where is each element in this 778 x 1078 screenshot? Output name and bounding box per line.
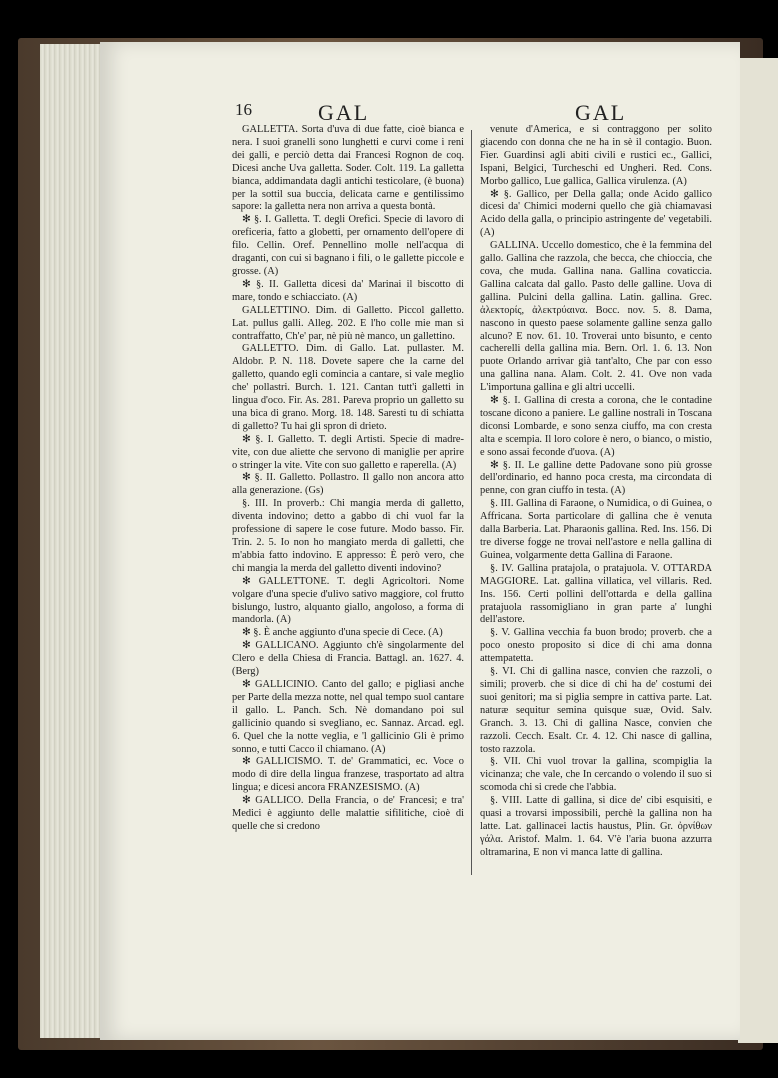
dictionary-entry: ✻ §. È anche aggiunto d'una specie di Cece. (A): [242, 627, 443, 639]
dictionary-entry: ✻ §. Gallico, per Della galla; onde Acido gallico dicesi da' Chimici moderni quello che già chiamavasi Acido della galla, o principio astringente de' vegetabili. (A): [480, 188, 712, 239]
dictionary-entry: ✻ GALLICO. Della Francia, o de' Francesi; e tra' Medici è aggiunto delle malattie sifilitiche, cioè di quelle che si credono: [232, 795, 464, 832]
column-rule: [471, 130, 472, 875]
dictionary-entry: §. IV. Gallina pratajola, o pratajuola. V. OTTARDA MAGGIORE. Lat. gallina villatica, vel villaris. Red. Ins. 156. Certi pollini dell'ottarda e della gallina pratajuola rassomigliano in gran parte a' lunghi dell'astore.: [480, 562, 712, 626]
page-number: 16: [235, 100, 252, 119]
dictionary-entry: §. III. Gallina di Faraone, o Numidica, o di Guinea, o Affricana. Sorta particolare di gallina che è venuta dalla Barberia. Lat. Pharaonis gallina. Red. Ins. 156. Di tre diverse fogge ne trovai nell'astore e nella gallina di Guinea, volgarmente detta Gallina di Faraone.: [480, 498, 712, 561]
running-header-left: GAL: [318, 100, 370, 125]
dictionary-entry: ✻ GALLICISMO. T. de' Grammatici, ec. Voce o modo di dire della lingua franzese, trasportato ad altra lingua; e dicesi ancora FRANZESISMO. (A): [232, 756, 464, 794]
dictionary-entry: GALLETTINO. Dim. di Galletto. Piccol galletto. Lat. pullus galli. Alleg. 202. E l'ho colle mie man sì contraffatto, Ch'e' par, nè più nè manco, un gallettino.: [232, 304, 464, 342]
dictionary-entry: ✻ GALLICANO. Aggiunto ch'è singolarmente del Clero e della Chiesa di Francia. Battagl. an. 1627. 4. (Berg): [232, 640, 464, 678]
left-column: [232, 124, 464, 834]
running-header-right: GAL: [575, 100, 627, 125]
dictionary-entry: §. V. Gallina vecchia fa buon brodo; proverb. che a poco onesto proposito si dice di chi ama donna attempatetta.: [480, 627, 712, 665]
dictionary-entry: ✻ GALLETTONE. T. degli Agricoltori. Nome volgare d'una specie d'ulivo sativo maggiore, col frutto bislungo, lustro, alquanto giallo, angoloso, a forma di mandorla. (A): [232, 575, 464, 626]
dictionary-entry: GALLETTO. Dim. di Gallo. Lat. pullaster. M. Aldobr. P. N. 118. Dovete sapere che la carne del galletto, quando egli comincia a cantare, si vale meglio che' pollastri. Burch. 1. 121. Cantan tutt'i galletti in lingua d'oco. Fir. As. 281. Pareva proprio un galletto su una bica di grano. Morg. 18. 148. Saresti tu di schiatta di galletto? Tu hai gli spron di drieto.: [232, 343, 464, 432]
dictionary-entry: ✻ §. I. Galletto. T. degli Artisti. Specie di madre-vite, con due aliette che servono di maniglie per aprire o stringer la vite. Vite con suo galletto e raperella. (A): [232, 433, 464, 471]
facing-page-edge: [738, 58, 778, 1043]
dictionary-entry: §. III. In proverb.: Chi mangia merda di galletto, diventa indovino; detto a gabbo di chi vuol far la professione di sapere le cose future. Modo basso. Fir. Trin. 2. 5. Io non ho mangiato merda di galletti, che m'abbia fatto indovino. E appresso: È però vero, che chi mangia la merda del galletto diventi indovino?: [232, 498, 464, 574]
dictionary-entry: ✻ §. I. Galletta. T. degli Orefici. Specie di lavoro di oreficeria, fatto a globetti, per ornamento dell'opere di filo. Cellin. Oref. Pennellino molle nell'acqua di draganti, con cui si bagnano i fili, o le gallette piccole e grosse. (A): [232, 214, 464, 277]
dictionary-entry: GALLETTA. Sorta d'uva di due fatte, cioè bianca e nera. I suoi granelli sono lunghetti e curvi come i reni dei galli, e perciò detta dai Francesi Rognon de coq. Dicesi anche Uva galletta. Soder. Colt. 119. La galletta bianca, addimandata dagli antichi testicolare, (è buona) per la sottil sua buccia, delicata carne e gentilissimo sapore: la galletta nera non arriva a questa bontà.: [232, 124, 464, 213]
page-edges: [40, 44, 106, 1038]
dictionary-entry: ✻ §. I. Gallina di cresta a corona, che le contadine toscane dicono a paniere. Le galline nostrali in Toscana diconsi Lombarde, e sono senza ciuffo, ma con cresta alta e scempia. Il loro colore è nero, o bianco, o mistio, e sono assai feconde d'uova. (A): [480, 395, 712, 458]
dictionary-entry: ✻ §. II. Galletta dicesi da' Marinai il biscotto di mare, tondo e schiacciato. (A): [232, 278, 464, 303]
dictionary-entry: GALLINA. Uccello domestico, che è la femmina del gallo. Gallina che razzola, che becca, che chioccia, che cova, che muda. Gallina nana. Gallina covaticcia. Gallina calcata dal gallo. Pasto delle galline. Uova di gallina. Pulcini della gallina. Latin. gallina. Grec. ἀλεκτορίς, ἀλεκτρύαινα. Bocc. nov. 5. 8. Dama, nascono in questo paese solamente galline senza gallo alcuno? E nov. 61. 10. Troverai unto bisunto, e cento cacherelli della gallina mia. Bern. Orl. 1. 6. 13. Non puote Orlando arrivar già tant'alto, Che par con esso una gallina nana. Alam. Colt. 2. 41. Ove non vada L'importuna gallina e gli altri uccelli.: [480, 240, 712, 394]
dictionary-entry: ✻ §. II. Galletto. Pollastro. Il gallo non ancora atto alla generazione. (Gs): [232, 472, 464, 497]
right-column: [480, 124, 712, 860]
dictionary-entry: ✻ GALLICINIO. Canto del gallo; e pigliasi anche per Parte della mezza notte, nel qual tempo suol cantare il gallo. L. Panch. Sch. Nè domandano poi sul gallicinio quando si svegliano, ec. Sannaz. Arcad. egl. 6. Quel che la notte veglia, e 'l gallicinio Gli è primo sonno, e tutti Cacco il chiamano. (A): [232, 678, 464, 755]
dictionary-entry: §. VI. Chi di gallina nasce, convien che razzoli, o simili; proverb. che si dice di chi ha de' costumi dei suoi genitori; ma si piglia sempre in cattiva parte. Lat. naturæ sequitur semina quisque suæ, Ovid. Salv. Granch. 3. 13. Chi di gallina Nasce, convien che razzoli. Cecch. Esalt. Cr. 4. 12. Chi nasce di gallina, tosto razzola.: [480, 666, 712, 755]
dictionary-entry: venute d'America, e si contraggono per solito giacendo con donna che ne ha in sè il contagio. Buon. Fier. Guardinsi agli abiti civili e rustici ec., Gallici, Ispani, Belgici, Turcheschi ed Ungheri. Red. Cons. Morbo gallico, Lue gallica, Gallica virulenza. (A): [480, 124, 712, 187]
dictionary-entry: ✻ §. II. Le galline dette Padovane sono più grosse dell'ordinario, ed hanno poca cresta, ma circondata di penne, con gran ciuffo in testa. (A): [480, 459, 712, 497]
dictionary-entry: §. VIII. Latte di gallina, si dice de' cibi esquisiti, e quasi a trovarsi impossibili, perchè la gallina non ha latte. Lat. gallinacei lactis haustus, Plin. Gr. ὀρνίθων γάλα. Aristof. Malm. 1. 64. V'è l'aria buona azzurra oltramarina, E non vi manca latte di gallina.: [480, 795, 712, 858]
dictionary-entry: §. VII. Chi vuol trovar la gallina, scompiglia la vicinanza; che vale, che In cercando o volendo il suo si scomoda chi si crede che l'abbia.: [480, 756, 712, 794]
